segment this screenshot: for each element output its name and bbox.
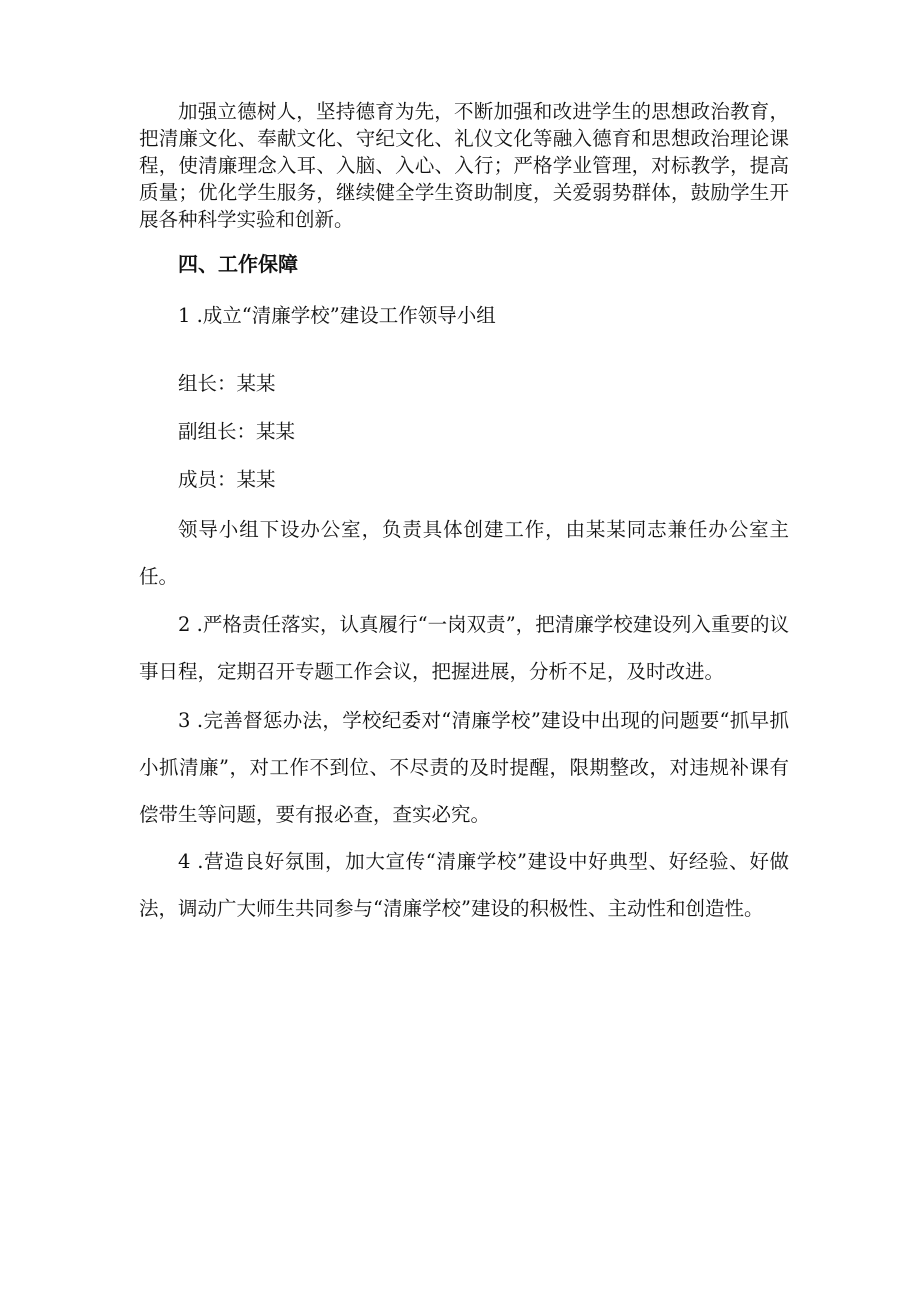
item-1-title: 1 .成立“清廉学校”建设工作领导小组 [178, 304, 496, 327]
leader-line: 组长：某某 [178, 372, 276, 395]
intro-paragraph: 加强立德树人，坚持德育为先，不断加强和改进学生的思想政治教育，把清廉文化、奉献文化、守纪文化、礼仪文化等融入德育和思想政治理论课程，使清廉理念入耳、入脑、入心、入行；严格学业管理，对标教学，提高质量；优化学生服务，继续健全学生资助制度，关爱弱势群体，鼓励学生开展各种科学实验和创新。 [139, 100, 789, 231]
members-line: 成员：某某 [178, 468, 276, 491]
deputy-leader-line: 副组长：某某 [178, 420, 296, 443]
item-3-paragraph: 3 .完善督惩办法，学校纪委对“清廉学校”建设中出现的问题要“抓早抓小抓清廉”，对工作不到位、不尽责的及时提醒，限期整改，对违规补课有偿带生等问题，要有报必查，查实必究。 [139, 709, 789, 826]
office-note-paragraph: 领导小组下设办公室，负责具体创建工作，由某某同志兼任办公室主任。 [139, 518, 789, 588]
section-heading: 四、工作保障 [178, 252, 298, 276]
item-4-paragraph: 4 .营造良好氛围，加大宣传“清廉学校”建设中好典型、好经验、好做法，调动广大师生共同参与“清廉学校”建设的积极性、主动性和创造性。 [139, 850, 789, 920]
item-2-paragraph: 2 .严格责任落实，认真履行“一岗双责”，把清廉学校建设列入重要的议事日程，定期召开专题工作会议，把握进展，分析不足，及时改进。 [139, 613, 789, 683]
